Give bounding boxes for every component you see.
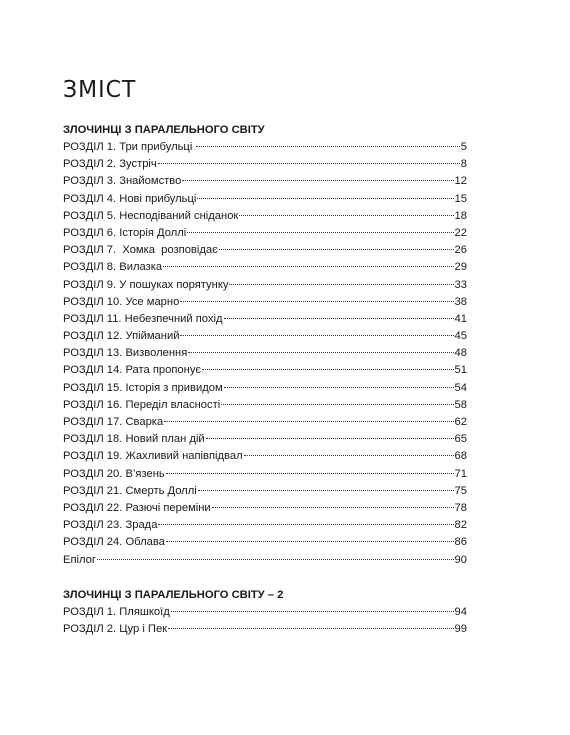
toc-entry-label: Епілог xyxy=(63,553,96,566)
toc-entry[interactable] xyxy=(63,552,467,569)
toc-entry-page-number: 82 xyxy=(454,519,467,532)
dot-leader xyxy=(158,524,453,525)
toc-entry[interactable] xyxy=(63,328,467,345)
toc-entry[interactable] xyxy=(63,483,467,500)
dot-leader xyxy=(198,490,454,491)
page-title: ЗМІСТ xyxy=(63,76,137,104)
toc-list xyxy=(63,604,467,638)
toc-entry-label: РОЗДІЛ 1. Три прибульці xyxy=(63,141,196,153)
dot-leader xyxy=(197,198,453,199)
toc-entry[interactable] xyxy=(63,294,467,311)
toc-entry-page-number: 65 xyxy=(454,433,467,446)
toc-entry[interactable] xyxy=(63,362,467,379)
toc-entry[interactable] xyxy=(63,448,467,465)
toc-entry[interactable] xyxy=(63,225,467,242)
toc-entry-label: РОЗДІЛ 13. Визволення xyxy=(63,347,188,360)
dot-leader xyxy=(180,335,453,336)
dot-leader xyxy=(166,473,454,474)
toc-entry-label: РОЗДІЛ 21. Смерть Доллі xyxy=(63,484,197,497)
toc-entry[interactable] xyxy=(63,259,467,276)
toc-entry-page-number: 99 xyxy=(454,622,467,635)
toc-entry-page-number: 26 xyxy=(454,244,467,257)
toc-entry-page-number: 71 xyxy=(454,467,467,480)
dot-leader xyxy=(202,369,453,370)
section-heading: ЗЛОЧИНЦІ З ПАРАЛЕЛЬНОГО СВІТУ xyxy=(63,124,265,136)
toc-entry[interactable] xyxy=(63,500,467,517)
toc-entry-label: РОЗДІЛ 1. Пляшкоїд xyxy=(63,605,170,618)
dot-leader xyxy=(164,421,453,422)
dot-leader xyxy=(219,249,454,250)
toc-entry-label: РОЗДІЛ 11. Небезпечний похід xyxy=(63,312,223,325)
toc-entry[interactable] xyxy=(63,173,467,190)
toc-entry-page-number: 15 xyxy=(454,192,467,205)
toc-entry[interactable] xyxy=(63,139,467,156)
toc-entry[interactable] xyxy=(63,191,467,208)
dot-leader xyxy=(163,266,453,267)
toc-entry-label: РОЗДІЛ 14. Рата пропонує xyxy=(63,364,202,377)
toc-entry-page-number: 22 xyxy=(454,226,467,239)
toc-entry[interactable] xyxy=(63,517,467,534)
toc-entry-label: РОЗДІЛ 4. Нові прибульці xyxy=(63,192,197,205)
toc-entry-label: РОЗДІЛ 2. Цур і Пек xyxy=(63,622,168,635)
toc-page xyxy=(63,78,467,638)
toc-entry[interactable] xyxy=(63,466,467,483)
toc-entry-label: РОЗДІЛ 7. Хомка розповідає xyxy=(63,244,218,257)
toc-entry-label: РОЗДІЛ 12. Упійманий xyxy=(63,330,180,343)
dot-leader xyxy=(196,146,459,147)
dot-leader xyxy=(224,387,454,388)
toc-entry-label: РОЗДІЛ 17. Сварка xyxy=(63,416,164,428)
toc-entry[interactable] xyxy=(63,397,467,414)
toc-entry-page-number: 62 xyxy=(454,416,467,428)
toc-entry[interactable] xyxy=(63,604,467,621)
dot-leader xyxy=(158,163,460,164)
toc-entry[interactable] xyxy=(63,380,467,397)
dot-leader xyxy=(244,455,454,456)
toc-entry-page-number: 58 xyxy=(454,398,467,411)
toc-entry-label: РОЗДІЛ 19. Жахливий напівпідвал xyxy=(63,450,243,463)
toc-entry-page-number: 41 xyxy=(454,312,467,325)
toc-entry-page-number: 45 xyxy=(454,330,467,343)
dot-leader xyxy=(182,180,453,181)
toc-entry-label: РОЗДІЛ 3. Знайомство xyxy=(63,175,182,188)
toc-entry[interactable] xyxy=(63,431,467,448)
toc-entry-label: РОЗДІЛ 9. У пошуках порятунку xyxy=(63,278,229,291)
dot-leader xyxy=(229,284,453,285)
toc-entry-label: РОЗДІЛ 5. Несподіваний сніданок xyxy=(63,209,239,222)
toc-entry[interactable] xyxy=(63,242,467,259)
toc-entry[interactable] xyxy=(63,534,467,551)
dot-leader xyxy=(166,541,454,542)
toc-entry-label: РОЗДІЛ 18. Новий план дій xyxy=(63,433,205,446)
dot-leader xyxy=(187,232,453,233)
toc-entry[interactable] xyxy=(63,414,467,431)
toc-entry-page-number: 8 xyxy=(460,158,467,171)
dot-leader xyxy=(180,301,453,302)
toc-entry-page-number: 90 xyxy=(454,553,467,566)
section-spacer xyxy=(63,569,467,587)
dot-leader xyxy=(188,352,453,353)
dot-leader xyxy=(221,404,453,405)
toc-entry-page-number: 48 xyxy=(454,347,467,360)
toc-entry-page-number: 54 xyxy=(454,381,467,394)
dot-leader xyxy=(239,215,453,216)
toc-entry-label: РОЗДІЛ 24. Облава xyxy=(63,536,165,549)
toc-entry[interactable] xyxy=(63,621,467,638)
toc-entry-page-number: 75 xyxy=(454,484,467,497)
toc-entry[interactable] xyxy=(63,311,467,328)
toc-entry-label: РОЗДІЛ 6. Історія Доллі xyxy=(63,226,187,239)
toc-entry-page-number: 78 xyxy=(454,501,467,514)
toc-list xyxy=(63,139,467,569)
toc-entry-label: РОЗДІЛ 23. Зрада xyxy=(63,519,158,532)
toc-entry-label: РОЗДІЛ 16. Переділ власності xyxy=(63,398,221,411)
toc-entry-page-number: 68 xyxy=(454,450,467,463)
dot-leader xyxy=(224,318,454,319)
toc-entry-label: РОЗДІЛ 20. В’язень xyxy=(63,467,165,480)
toc-entry[interactable] xyxy=(63,208,467,225)
dot-leader xyxy=(206,438,454,439)
toc-entry[interactable] xyxy=(63,345,467,362)
toc-entry-page-number: 29 xyxy=(454,261,467,274)
toc-entry-page-number: 51 xyxy=(454,364,467,377)
toc-entry-page-number: 33 xyxy=(454,278,467,291)
toc-entry-label: РОЗДІЛ 2. Зустріч xyxy=(63,158,157,171)
toc-entry-page-number: 5 xyxy=(460,141,467,153)
section-heading: ЗЛОЧИНЦІ З ПАРАЛЕЛЬНОГО СВІТУ – 2 xyxy=(63,588,284,601)
dot-leader xyxy=(168,628,453,629)
toc-entry-page-number: 38 xyxy=(454,295,467,308)
toc-entry-page-number: 12 xyxy=(454,175,467,188)
toc-entry-page-number: 94 xyxy=(454,605,467,618)
toc-entry[interactable] xyxy=(63,277,467,294)
toc-entry-label: РОЗДІЛ 10. Усе марно xyxy=(63,295,180,308)
dot-leader xyxy=(171,611,454,612)
toc-entry-label: РОЗДІЛ 8. Вилазка xyxy=(63,261,163,274)
toc-entry-label: РОЗДІЛ 22. Разючі переміни xyxy=(63,501,211,514)
toc-sections xyxy=(63,122,467,638)
dot-leader xyxy=(97,559,454,560)
dot-leader xyxy=(212,507,454,508)
toc-entry[interactable] xyxy=(63,156,467,173)
toc-entry-page-number: 86 xyxy=(454,536,467,549)
toc-entry-label: РОЗДІЛ 15. Історія з привидом xyxy=(63,381,223,394)
toc-entry-page-number: 18 xyxy=(454,209,467,222)
